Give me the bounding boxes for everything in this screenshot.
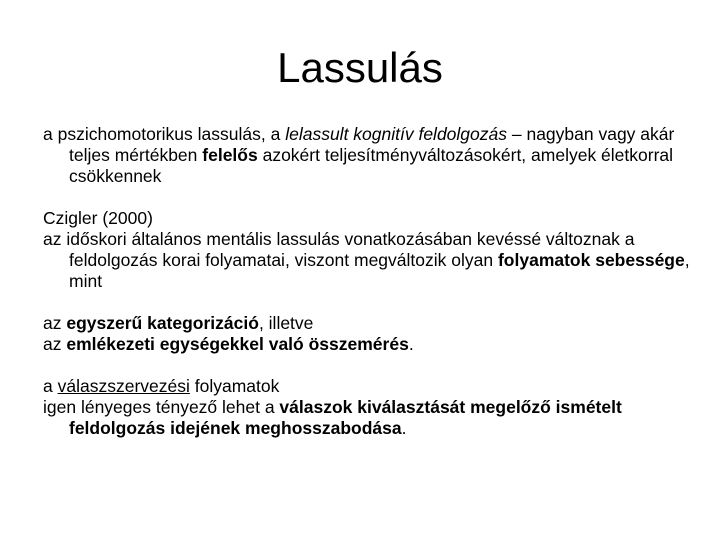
text-segment: az időskori általános mentális lassulás vonatkozásában kevéssé változnak a feldolgozás korai folyamatai, viszont megváltozik olyan [43,229,635,270]
text-segment: igen lényeges tényező lehet a [43,397,280,417]
slide-body [43,124,693,439]
bold-term: folyamatok sebessége [497,250,685,270]
bold-term: felelős [202,145,258,165]
paragraph-aging-slowing [43,229,693,292]
text-segment: folyamatok [189,376,280,396]
paragraph-memory-comparison [43,334,693,355]
bold-term: emlékezeti egységekkel való összemérés [66,334,409,354]
text-segment: . [401,418,407,438]
slide-title: Lassulás [277,44,443,91]
paragraph-slowing-definition [43,124,693,187]
paragraph-citation: Czigler (2000) [43,208,153,228]
paragraph-response-organization [43,376,693,397]
spacer [43,187,693,208]
italic-term: lelassult kognitív feldolgozás [285,124,507,144]
text-segment: . [408,334,414,354]
text-segment: a pszichomotorikus lassulás, a [43,124,286,144]
spacer [43,355,693,376]
paragraph-categorization [43,313,693,334]
text-segment: azokért teljesítményváltozásokért, amelyek életkorral csökkennek [69,145,674,186]
spacer [43,292,693,313]
text-segment: , mint [69,250,690,291]
text-segment: az [43,313,67,333]
paragraph-response-selection [43,397,693,439]
text-segment: – nagyban vagy akár teljes mértékben [69,124,675,165]
bold-term: válaszok kiválasztását megelőző ismételt feldolgozás idejének meghosszabodása [69,397,622,438]
text-segment: a [43,376,58,396]
text-segment: az [43,334,67,354]
text-segment: , illetve [258,313,314,333]
underlined-term: válaszszervezési [57,376,190,396]
bold-term: egyszerű kategorizáció [66,313,259,333]
